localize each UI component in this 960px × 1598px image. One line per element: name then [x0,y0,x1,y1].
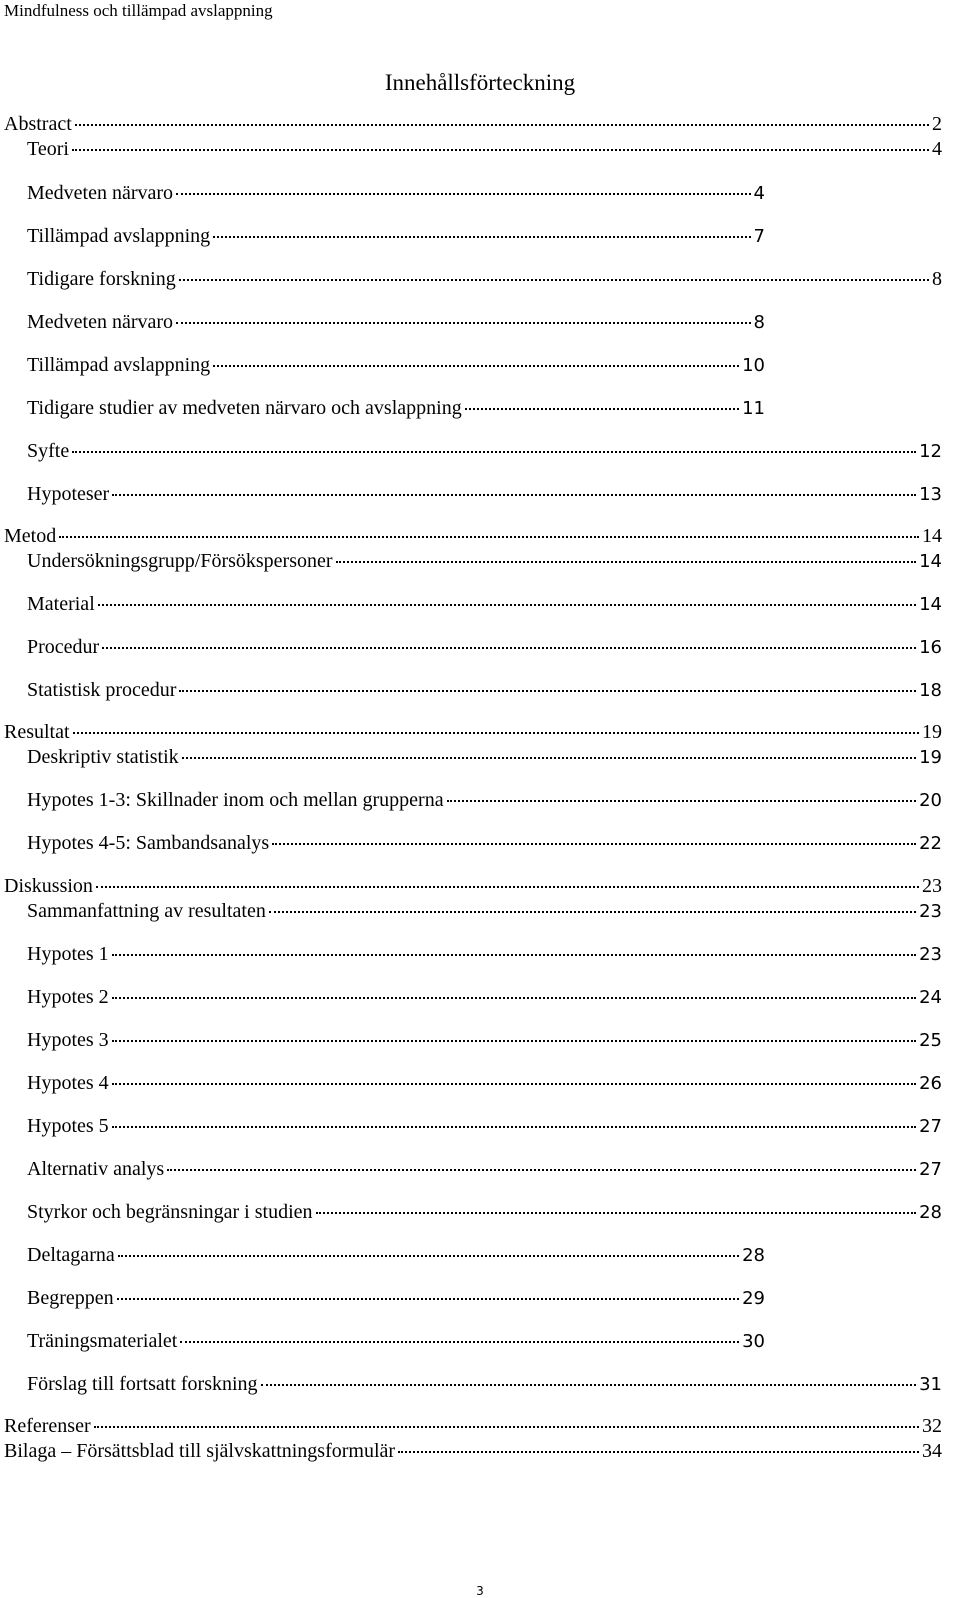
toc-dot-leader [261,1384,917,1386]
toc-dot-leader [269,911,916,913]
toc-entry-label: Hypotes 1-3: Skillnader inom och mellan grupperna [27,789,444,811]
toc-entry-page: 8 [753,312,765,333]
toc-dot-leader [272,843,916,845]
toc-entry-label: Hypotes 4-5: Sambandsanalys [27,832,270,854]
toc-entry-label: Undersökningsgrupp/Försökspersoner [27,550,333,572]
toc-dot-leader [179,690,916,692]
toc-entry-label: Tidigare studier av medveten närvaro och avslappning [27,397,462,419]
toc-entry-page: 32 [922,1415,942,1437]
running-header: Mindfulness och tillämpad avslappning [4,1,273,20]
toc-entry-page: 23 [919,901,942,922]
toc-entry-page: 22 [919,833,942,854]
toc-dot-leader [75,124,929,126]
toc-dot-leader [112,1083,916,1085]
toc-entry-label: Styrkor och begränsningar i studien [27,1201,313,1223]
toc-dot-leader [398,1451,919,1453]
toc-dot-leader [112,997,916,999]
toc-dot-leader [73,732,919,734]
toc-entry[interactable] [4,524,942,548]
toc-entry[interactable] [27,635,942,660]
toc-dot-leader [465,408,739,410]
toc-entry[interactable] [27,942,942,967]
toc-entry-label: Bilaga – Försättsblad till självskattningsformulär [4,1440,396,1462]
toc-entry[interactable] [27,678,942,703]
toc-entry[interactable] [4,1414,942,1438]
toc-entry[interactable] [27,899,942,924]
toc-entry-page: 19 [919,747,942,768]
toc-entry-page: 20 [919,790,942,811]
toc-entry-label: Hypotes 1 [27,943,109,965]
toc-entry-label: Alternativ analys [27,1158,165,1180]
toc-dot-leader [112,1040,916,1042]
toc-entry-page: 24 [919,987,942,1008]
toc-entry-label: Hypotes 4 [27,1072,109,1094]
toc-entry[interactable] [27,137,942,161]
toc-entry-label: Tidigare forskning [27,268,176,290]
toc-entry-label: Hypotes 3 [27,1029,109,1051]
toc-entry-page: 2 [932,113,942,135]
toc-entry-page: 30 [742,1331,765,1352]
toc-dot-leader [182,757,916,759]
toc-dot-leader [112,954,916,956]
toc-entry[interactable] [27,482,942,507]
toc-dot-leader [72,451,916,453]
toc-entry-page: 13 [919,484,942,505]
toc-dot-leader [167,1169,916,1171]
toc-entry-label: Deskriptiv statistik [27,746,179,768]
toc-entry[interactable] [27,1286,765,1311]
toc-entry[interactable] [27,592,942,617]
toc-dot-leader [213,365,739,367]
toc-entry[interactable] [27,549,942,574]
toc-entry-page: 27 [919,1116,942,1137]
toc-dot-leader [336,561,917,563]
toc-dot-leader [96,886,919,888]
toc-entry-label: Deltagarna [27,1244,115,1266]
toc-entry-label: Syfte [27,440,70,462]
toc-entry-label: Abstract [4,113,72,135]
toc-entry[interactable] [27,1071,942,1096]
toc-entry-page: 27 [919,1159,942,1180]
toc-entry[interactable] [27,745,942,770]
toc-dot-leader [180,1341,739,1343]
toc-entry-page: 4 [932,138,942,160]
toc-entry-label: Tillämpad avslappning [27,354,211,376]
toc-entry-page: 4 [753,183,765,204]
toc-entry[interactable] [27,985,942,1010]
toc-entry-label: Hypotes 2 [27,986,109,1008]
toc-entry-page: 14 [919,551,942,572]
toc-entry-page: 11 [742,398,765,419]
toc-entry[interactable] [4,112,942,136]
toc-dot-leader [213,236,750,238]
toc-entry-page: 23 [919,944,942,965]
toc-entry-label: Procedur [27,636,100,658]
toc-entry[interactable] [27,181,765,206]
toc-entry-page: 23 [922,875,942,897]
toc-entry-page: 18 [919,680,942,701]
toc-entry[interactable] [27,1329,765,1354]
toc-entry-page: 28 [742,1245,765,1266]
toc-entry-label: Tillämpad avslappning [27,225,211,247]
toc-entry-page: 25 [919,1030,942,1051]
toc-entry[interactable] [27,1114,942,1139]
toc-entry[interactable] [4,874,942,898]
toc-dot-leader [102,647,916,649]
toc-entry-label: Träningsmaterialet [27,1330,178,1352]
toc-entry-label: Hypotes 5 [27,1115,109,1137]
toc-dot-leader [316,1212,917,1214]
toc-entry[interactable] [27,353,765,378]
toc-entry-label: Material [27,593,95,615]
toc-entry[interactable] [27,788,942,813]
toc-dot-leader [179,279,929,281]
toc-entry-label: Förslag till fortsatt forskning [27,1373,258,1395]
toc-entry-label: Hypoteser [27,483,110,505]
toc-entry-label: Medveten närvaro [27,182,174,204]
toc-entry[interactable] [4,720,942,744]
toc-entry-page: 14 [922,525,942,547]
toc-entry[interactable] [27,224,765,249]
toc-entry[interactable] [27,396,765,421]
toc-entry-page: 29 [742,1288,765,1309]
toc-entry-label: Sammanfattning av resultaten [27,900,266,922]
toc-title: Innehållsförteckning [384,70,576,95]
toc-entry-page: 7 [753,226,765,247]
toc-entry-page: 31 [919,1374,942,1395]
toc-entry[interactable] [27,310,765,335]
toc-entry[interactable] [27,1200,942,1225]
toc-entry-label: Metod [4,525,57,547]
toc-entry-page: 26 [919,1073,942,1094]
toc-entry-label: Begreppen [27,1287,114,1309]
toc-dot-leader [112,1126,916,1128]
toc-dot-leader [112,494,916,496]
toc-dot-leader [176,322,751,324]
toc-dot-leader [59,536,919,538]
toc-entry-label: Referenser [4,1415,91,1437]
toc-entry-page: 34 [922,1440,942,1462]
toc-entry-label: Resultat [4,721,70,743]
toc-entry[interactable] [4,1439,942,1463]
toc-entry-page: 16 [919,637,942,658]
toc-entry-page: 19 [922,721,942,743]
toc-entry-page: 14 [919,594,942,615]
toc-dot-leader [98,604,916,606]
toc-entry[interactable] [27,439,942,464]
toc-entry-page: 12 [919,441,942,462]
toc-entry[interactable] [27,1157,942,1182]
toc-entry[interactable] [27,267,942,291]
toc-entry-label: Diskussion [4,875,93,897]
toc-entry-label: Teori [27,138,69,160]
toc-entry-page: 28 [919,1202,942,1223]
toc-dot-leader [176,193,751,195]
toc-entry[interactable] [27,831,942,856]
toc-entry-page: 10 [742,355,765,376]
toc-dot-leader [447,800,917,802]
toc-entry[interactable] [27,1028,942,1053]
toc-entry[interactable] [27,1243,765,1268]
toc-entry-label: Statistisk procedur [27,679,177,701]
toc-dot-leader [72,149,929,151]
toc-dot-leader [94,1426,919,1428]
toc-entry-label: Medveten närvaro [27,311,174,333]
toc-entry-page: 8 [932,268,942,290]
toc-entry[interactable] [27,1372,942,1397]
toc-dot-leader [117,1298,739,1300]
page-number: 3 [476,1584,484,1598]
toc-dot-leader [118,1255,739,1257]
